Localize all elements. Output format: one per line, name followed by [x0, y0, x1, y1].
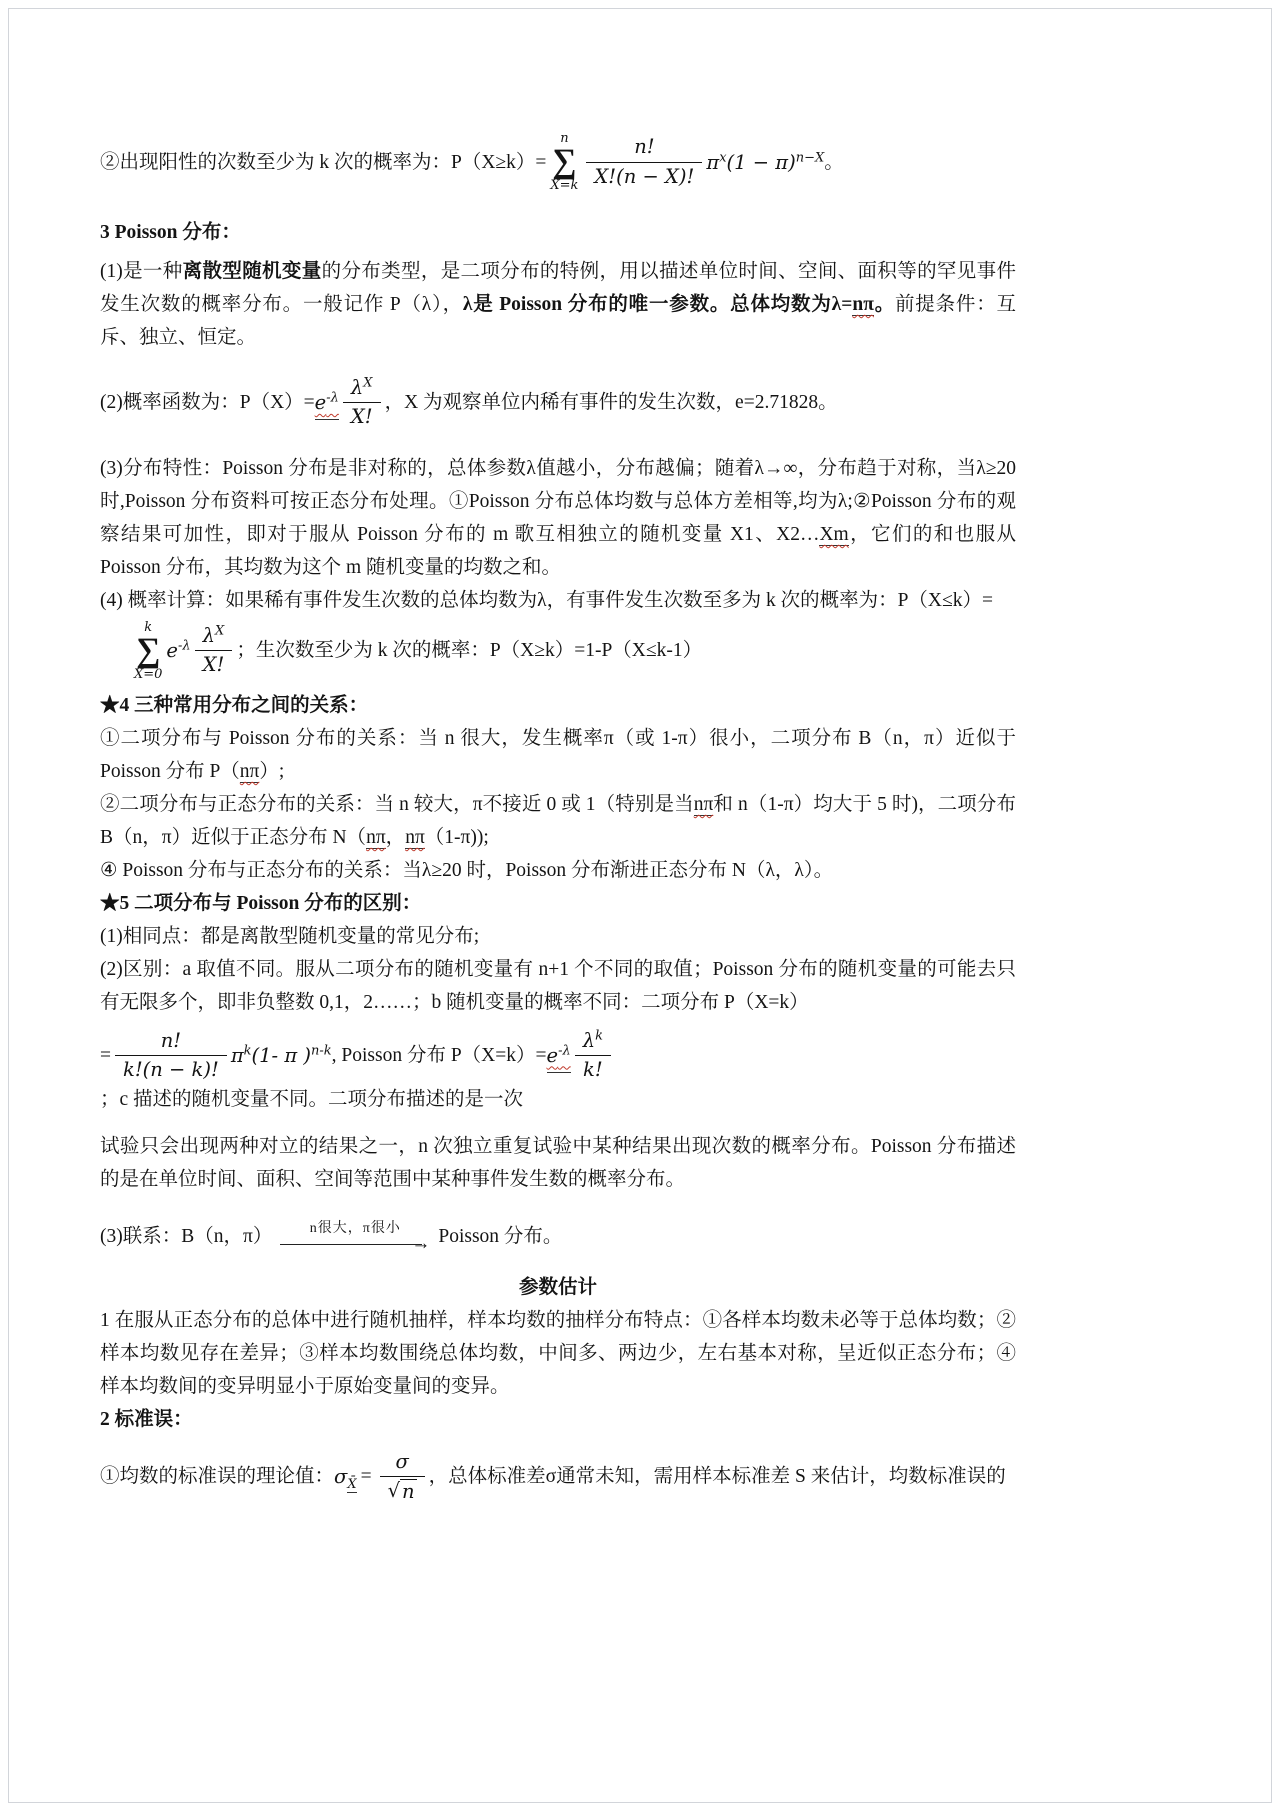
- formula-tail: $\pi^x(1 - \pi)^{n-X}$: [706, 150, 825, 174]
- fraction: $\frac{n!}{k!(n - k)!}$: [115, 1029, 227, 1083]
- para-poisson-def: (1)是一种离散型随机变量的分布类型，是二项分布的特例，用以描述单位时间、空间、面积等的罕见事件发生次数的概率分布。一般记作 P（λ），λ是 Poisson 分布的唯一参数。总体均数为λ=nπ。前提条件：互斥、独立、恒定。: [100, 261, 1016, 348]
- term-npi: nπ: [239, 760, 260, 782]
- para-probability-calc: (4) 概率计算：如果稀有事件发生次数的总体均数为λ，有事件发生次数至多为 k 次的概率为：P（X≤k）=: [100, 589, 993, 611]
- e-power-term: $e^{-\lambda}$: [547, 1039, 571, 1073]
- formula-binom-vs-poisson: = $\frac{n!}{k!(n - k)!}$ $\pi^k(1-$ π )$^{n-k}$ , Poisson 分布 P（X=k）= $e^{-\lambda}$ $\frac{\lambda^k}{k!}$ ；c 描述的随机变量不同。二项分布描述的是一次: [100, 1029, 1016, 1116]
- para-similarity: (1)相同点：都是离散型随机变量的常见分布;: [100, 925, 480, 947]
- labeled-arrow: n很大，π很小 →: [280, 1221, 430, 1251]
- para-distribution-traits: (3)分布特性：Poisson 分布是非对称的，总体参数λ值越小，分布越偏；随着λ→∞，分布趋于对称，当λ≥20 时,Poisson 分布资料可按正态分布处理。①Poisson 分布总体均数与总体方差相等,均为λ;②Poisson 分布的观察结果可加性，即对于服从 Poisson 分布的 m 歌互相独立的随机变量 X1、X2…Xm，它们的和也服从 Poisson 分布，其均数为这个 m 随机变量的均数之和。: [100, 457, 1016, 578]
- term-xm: Xm: [819, 523, 849, 545]
- heading-binom-vs-poisson: ★5 二项分布与 Poisson 分布的区别：: [100, 892, 422, 914]
- formula-standard-error: ①均数的标准误的理论值： $\sigma_{X̄}$ = σ √ n ，总体标准差σ通常未知，需用样本标准差 S 来估计，均数标准误的: [100, 1449, 1006, 1503]
- fraction: $\frac{n!}{X!(n - X)!}$: [586, 135, 702, 189]
- document-body: [100, 132, 1016, 1504]
- para-difference-c: 试验只会出现两种对立的结果之一，n 次独立重复试验中某种结果出现次数的概率分布。Poisson 分布描述的是在单位时间、面积、空间等范围中某种事件发生数的概率分布。: [100, 1135, 1016, 1190]
- sum-symbol: n ∑ X=k: [550, 131, 579, 193]
- formula-binomial-at-least-k: ②出现阳性的次数至少为 k 次的概率为：P（X≥k）= n ∑ X=k $\frac{n!}{X!(n - X)!}$ $\pi^x(1 - \pi)^{n-X}$ 。: [100, 131, 844, 193]
- para-connection: (3)联系：B（n，π） n很大，π很小 → Poisson 分布。: [100, 1221, 563, 1254]
- heading-parameter-estimation: 参数估计: [518, 1276, 597, 1298]
- sigma-sub-term: $\sigma_{X̄}$: [334, 1465, 357, 1493]
- formula-poisson-cdf: k ∑ X=0 $e^{-\lambda}$ $\frac{\lambda^X}{X!}$ ；生次数至少为 k 次的概率：P（X≥k）=1-P（X≤k-1）: [134, 619, 703, 682]
- formula-poisson-pmf: (2)概率函数为：P（X）= $e^{-\lambda}$ $\frac{\lambda^X}{X!}$ ，X 为观察单位内稀有事件的发生次数，e=2.71828。: [100, 375, 838, 429]
- fraction: $\frac{\lambda^X}{X!}$: [343, 376, 381, 430]
- heading-three-distributions: ★4 三种常用分布之间的关系：: [100, 694, 369, 716]
- e-power-term: $e^{-\lambda}$: [315, 386, 339, 420]
- pi-power-term: $\pi^k(1-$ π )$^{n-k}$: [230, 1043, 332, 1068]
- term-npi: nπ: [366, 826, 386, 848]
- para-binom-poisson-relation: ①二项分布与 Poisson 分布的关系：当 n 很大，发生概率π（或 1-π）很小，二项分布 B（n，π）近似于 Poisson 分布 P（nπ）;: [100, 727, 1016, 782]
- heading-poisson: 3 Poisson 分布：: [100, 222, 241, 243]
- formula-lead-text: ②出现阳性的次数至少为 k 次的概率为：P（X≥k）=: [100, 151, 547, 173]
- para-binom-normal-relation: ②二项分布与正态分布的关系：当 n 较大，π不接近 0 或 1（特别是当nπ和 n（1-π）均大于 5 时)，二项分布 B（n，π）近似于正态分布 N（nπ，nπ（1-π));: [100, 793, 1016, 848]
- fraction: $\frac{\lambda^X}{X!}$: [195, 624, 233, 678]
- heading-standard-error: 2 标准误：: [100, 1408, 193, 1430]
- fraction: $\frac{\lambda^k}{k!}$: [575, 1029, 611, 1083]
- para-difference-a: (2)区别：a 取值不同。服从二项分布的随机变量有 n+1 个不同的取值；Poisson 分布的随机变量的可能去只有无限多个，即非负整数 0,1，2……；b 随机变量的概率不同：二项分布 P（X=k）: [100, 958, 1016, 1013]
- sqrt-term: √ n: [387, 1478, 415, 1503]
- arrow-head-icon: →: [411, 1233, 431, 1254]
- term-npi: nπ: [852, 294, 874, 315]
- para-poisson-normal-relation: ④ Poisson 分布与正态分布的关系：当λ≥20 时，Poisson 分布渐进正态分布 N（λ，λ）。: [100, 859, 834, 881]
- e-power-term: $e^{-\lambda}$: [166, 638, 191, 663]
- term-npi: nπ: [693, 793, 714, 815]
- arrow-shaft: [280, 1244, 422, 1245]
- term-npi: nπ: [405, 826, 425, 848]
- fraction: σ √ n: [380, 1450, 425, 1505]
- sum-symbol: k ∑ X=0: [134, 619, 163, 682]
- para-sampling-distribution: 1 在服从正态分布的总体中进行随机抽样，样本均数的抽样分布特点：①各样本均数未必等于总体均数；②样本均数见存在差异；③样本均数围绕总体均数，中间多、两边少，左右基本对称，呈近似正态分布；④样本均数间的变异明显小于原始变量间的变异。: [100, 1309, 1016, 1397]
